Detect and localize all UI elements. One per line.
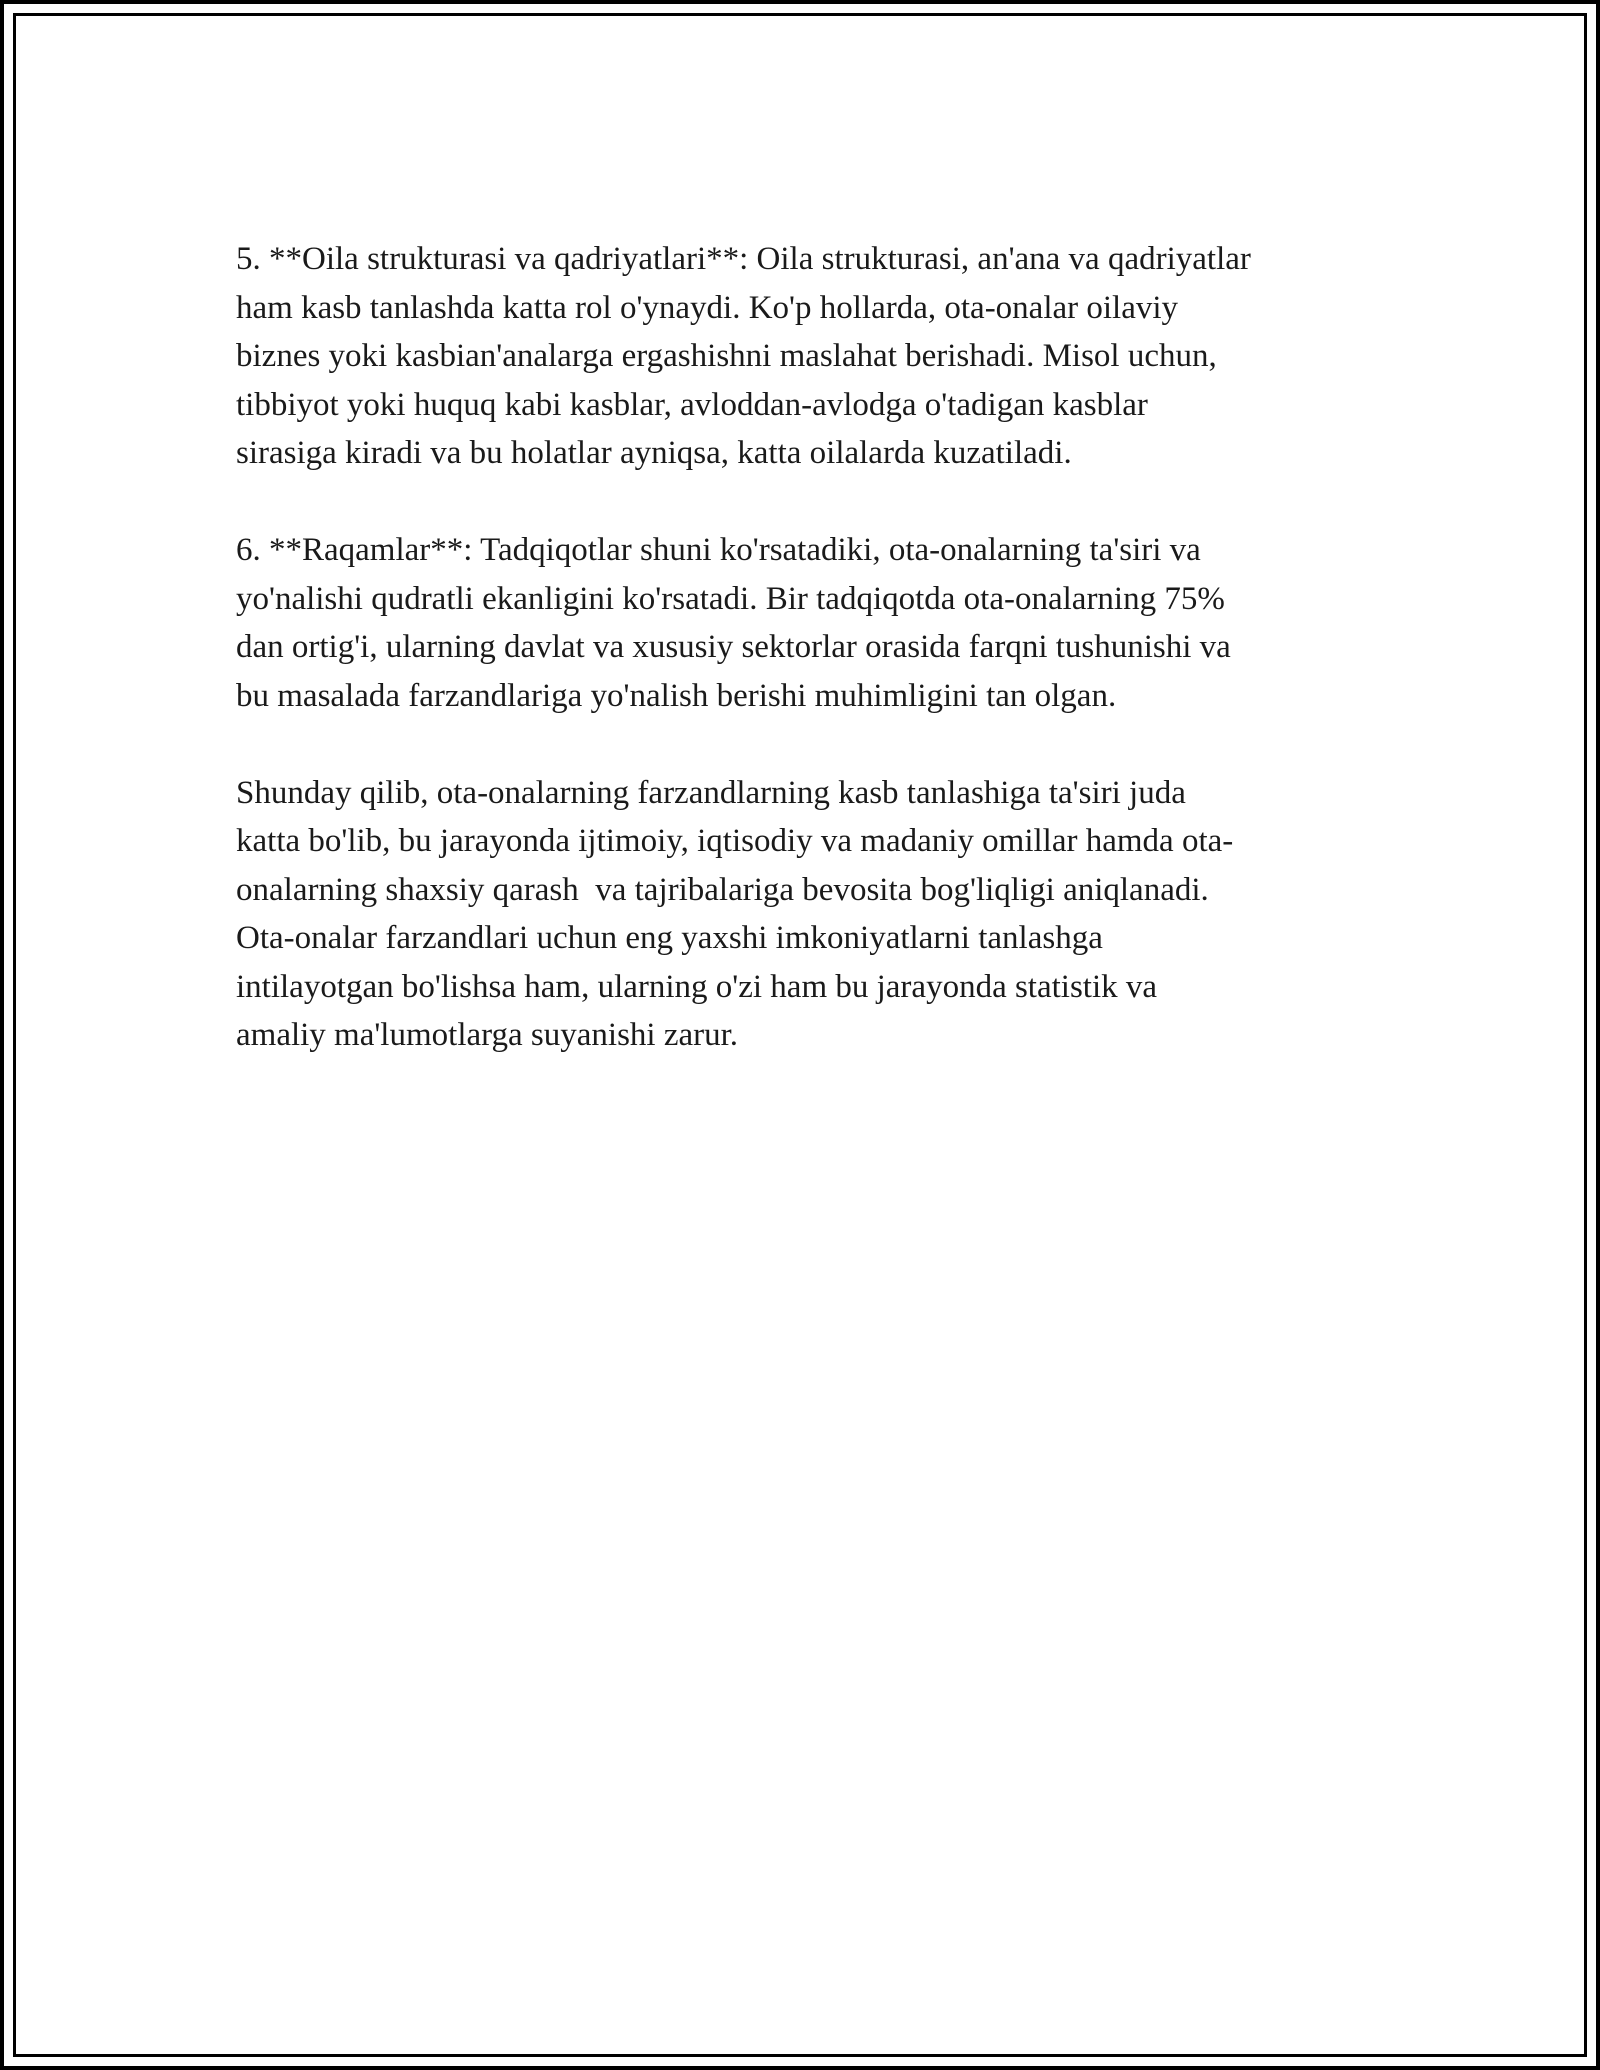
paragraph-family-structure bbox=[236, 235, 1366, 478]
text-line: katta bo'lib, bu jarayonda ijtimoiy, iqtisodiy va madaniy omillar hamda ota- bbox=[236, 823, 1234, 859]
text-line: yo'nalishi qudratli ekanligini ko'rsatadi. Bir tadqiqotda ota-onalarning 75% bbox=[236, 580, 1225, 617]
text-line: onalarning shaxsiy qarash va tajribalariga bevosita bog'liqligi aniqlanadi. bbox=[236, 871, 1209, 908]
text-line: 6. **Raqamlar**: Tadqiqotlar shuni ko'rsatadiki, ota-onalarning ta'siri va bbox=[236, 532, 1201, 568]
text-line: Ota-onalar farzandlari uchun eng yaxshi imkoniyatlarni tanlashga bbox=[236, 920, 1103, 956]
text-line: 5. **Oila strukturasi va qadriyatlari**: Oila strukturasi, an'ana va qadriyatlar bbox=[236, 241, 1251, 277]
text-line: intilayotgan bo'lishsa ham, ularning o'zi ham bu jarayonda statistik va bbox=[236, 968, 1158, 1005]
text-line: dan ortig'i, ularning davlat va xususiy sektorlar orasida farqni tushunishi va bbox=[236, 629, 1231, 665]
text-line: sirasiga kiradi va bu holatlar ayniqsa, katta oilalarda kuzatiladi. bbox=[236, 435, 1072, 471]
text-line: Shunday qilib, ota-onalarning farzandlarning kasb tanlashiga ta'siri juda bbox=[236, 774, 1186, 811]
text-line: ham kasb tanlashda katta rol o'ynaydi. Ko'p hollarda, ota-onalar oilaviy bbox=[236, 289, 1179, 326]
text-line: biznes yoki kasbian'analarga ergashishni maslahat berishadi. Misol uchun, bbox=[236, 338, 1217, 374]
text-line: tibbiyot yoki huquq kabi kasblar, avloddan-avlodga o'tadigan kasblar bbox=[236, 386, 1148, 423]
document-body bbox=[236, 235, 1366, 1108]
text-line: bu masalada farzandlariga yo'nalish berishi muhimligini tan olgan. bbox=[236, 677, 1117, 714]
paragraph-numbers bbox=[236, 526, 1366, 720]
paragraph-conclusion bbox=[236, 769, 1366, 1060]
text-line: amaliy ma'lumotlarga suyanishi zarur. bbox=[236, 1017, 739, 1053]
